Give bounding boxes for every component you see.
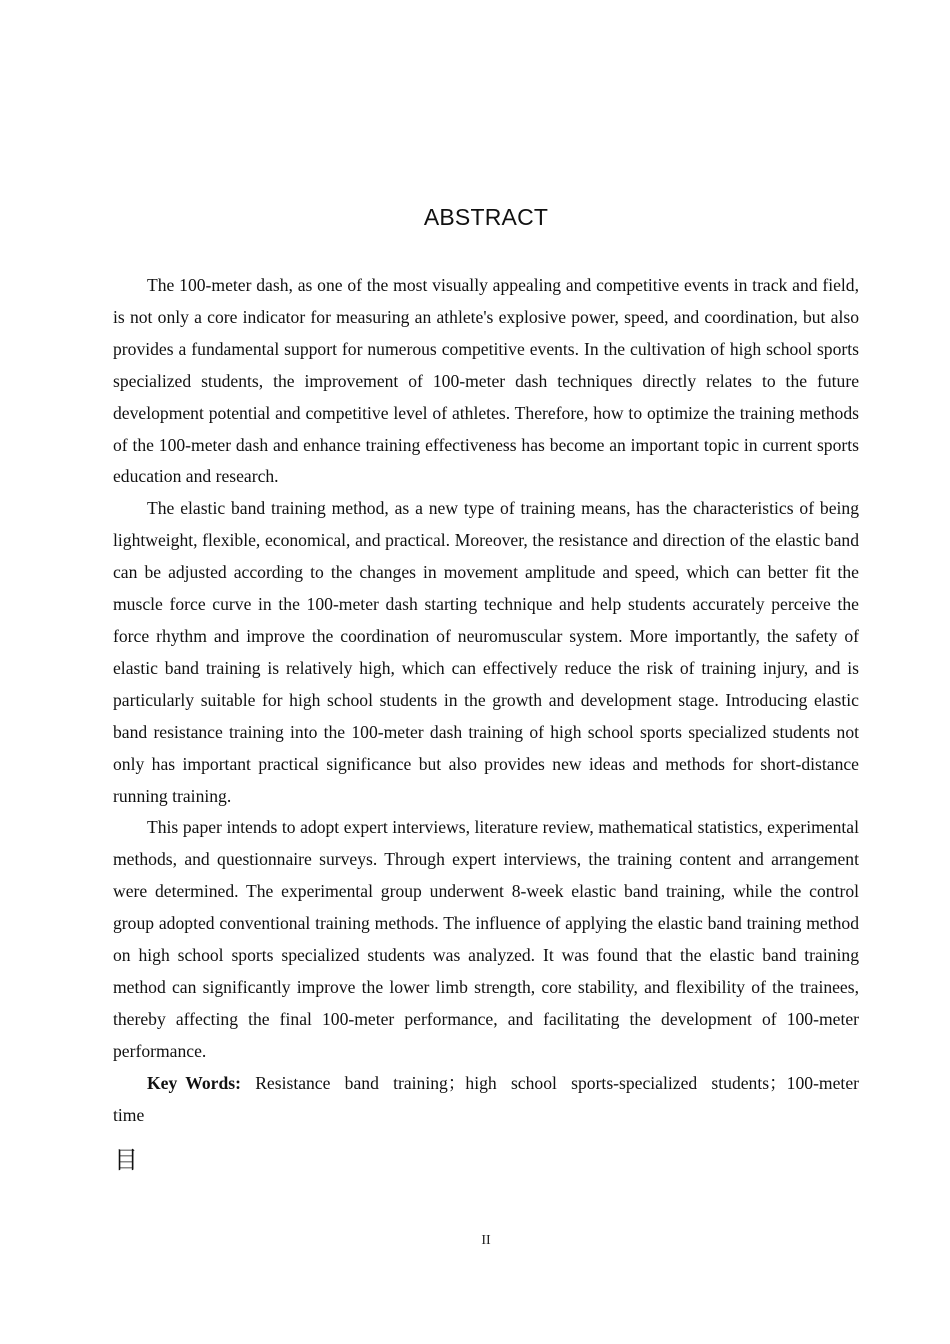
abstract-body (113, 270, 859, 1131)
abstract-paragraph-3: This paper intends to adopt expert interviews, literature review, mathematical statistics, experimental methods, and questionnaire surveys. Through expert interviews, the training content and arrangement were determined. The experimental group underwent 8-week elastic band training, while the control group adopted conventional training methods. The influence of applying the elastic band training method on high school sports specialized students was analyzed. It was found that the elastic band training method can significantly improve the lower limb strength, core stability, and flexibility of the trainees, thereby affecting the final 100-meter performance, and facilitating the development of 100-meter performance. (113, 817, 859, 1061)
abstract-title: ABSTRACT (423, 204, 549, 230)
abstract-paragraph-1: The 100-meter dash, as one of the most visually appealing and competitive events in track and field, is not only a core indicator for measuring an athlete's explosive power, speed, and coordination, but also provides a fundamental support for numerous competitive events. In the cultivation of high school sports specialized students, the improvement of 100-meter dash techniques directly relates to the future development potential and competitive level of athletes. Therefore, how to optimize the training methods of the 100-meter dash and enhance training effectiveness has become an important topic in current sports education and research. (113, 275, 859, 487)
keywords-text: Resistance band training；high school sports-specialized students；100-meter time (113, 1072, 859, 1125)
abstract-paragraph-2: The elastic band training method, as a new type of training means, has the characteristics of being lightweight, flexible, economical, and practical. Moreover, the resistance and direction of the elastic band can be adjusted according to the changes in movement amplitude and speed, which can better fit the muscle force curve in the 100-meter dash starting technique and help students accurately perceive the force rhythm and improve the coordination of neuromuscular system. More importantly, the safety of elastic band training is relatively high, which can effectively reduce the risk of training injury, and is particularly suitable for high school students in the growth and development stage. Introducing elastic band resistance training into the 100-meter dash training of high school sports specialized students not only has important practical significance but also provides new ideas and methods for short-distance running training. (113, 498, 859, 806)
keywords-line (113, 1068, 859, 1132)
keywords-label: Key Words: (147, 1072, 241, 1093)
toc-heading: 目 (114, 1146, 138, 1174)
page-number: II (481, 1233, 491, 1248)
